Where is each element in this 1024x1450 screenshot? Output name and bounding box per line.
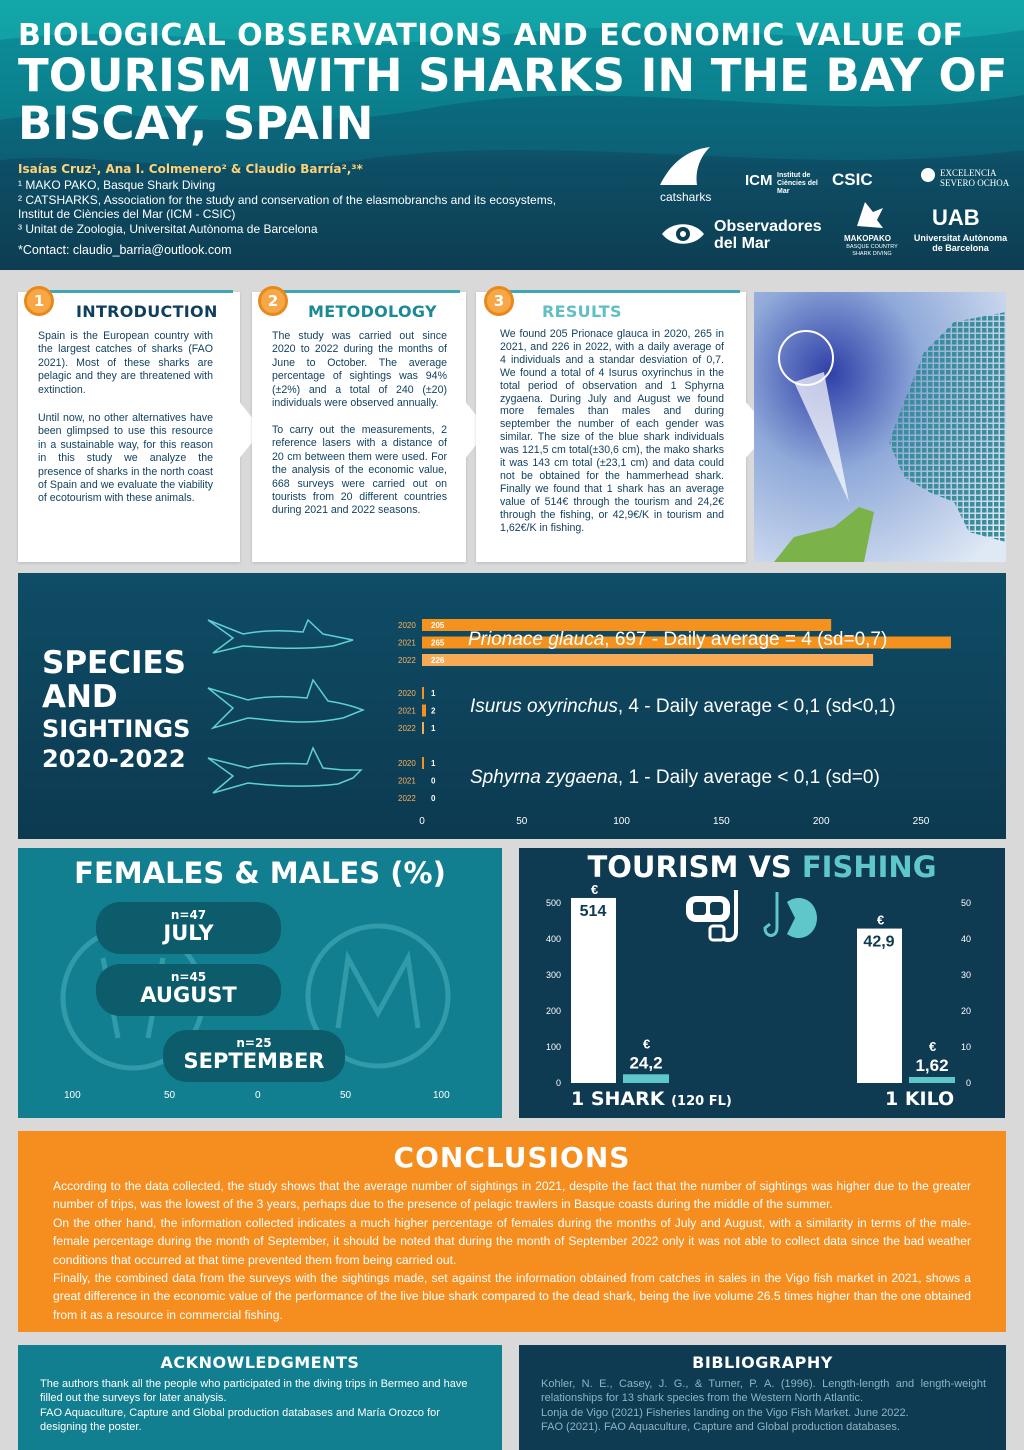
currency-label: € [591, 881, 599, 897]
female-axis-tick: 50 [164, 1090, 176, 1101]
september-pill [163, 1030, 345, 1082]
makopako-logo-text: MAKOPAKO [844, 234, 891, 243]
intro-paragraph-2: Until now, no other alternatives have been glimpsed to use this resource in a sustainable way, for this reason in this study we analyze the presence of sharks in the north coast of Spain and we evaluate the viability of ecotourism with these animals. [38, 412, 213, 505]
species-bar [422, 687, 424, 699]
ack-paragraph-1: The authors thank all the people who participated in the diving trips in Bermeo and have filled out the surveys for later analysis. [40, 1378, 468, 1405]
bib-ref-3: FAO (2021). FAO Aquaculture, Capture and Global production databases. [541, 1421, 900, 1433]
bar-value-label: 0 [431, 794, 436, 803]
makopako-shark-icon [853, 198, 887, 232]
makopako-sub: BASQUE COUNTRY SHARK DIVING [846, 244, 898, 257]
intro-paragraph-1: Spain is the European country with the largest catches of sharks (FAO 2021). Most of these sharks are pelagic and they are threatened with extinction. [38, 330, 213, 396]
year-label: 2022 [398, 794, 416, 803]
species-bar [422, 757, 424, 769]
label-isurus: Isurus oxyrinchus, 4 - Daily average < 0,1 (sd<0,1) [470, 696, 896, 717]
females-title: FEMALES & MALES (%) [74, 856, 446, 890]
fishing-value-label: 24,2 [629, 1053, 663, 1073]
year-label: 2021 [398, 706, 416, 716]
year-label: 2022 [398, 656, 416, 665]
method-number-badge: 2 [258, 286, 288, 316]
poster-header [0, 0, 1024, 270]
bar-value-label: 1 [431, 759, 436, 768]
right-axis-tick: 20 [960, 1006, 971, 1016]
tourism-bar [857, 929, 902, 1083]
tourism-value-label: 42,9 [863, 933, 895, 951]
right-axis-tick: 0 [965, 1078, 971, 1088]
icm-logo-mark: ICM [745, 172, 773, 189]
x-axis-tick: 0 [419, 816, 425, 827]
title-line-1: BIOLOGICAL OBSERVATIONS AND ECONOMIC VALUE OF [18, 18, 964, 53]
year-label: 2021 [398, 776, 416, 786]
x-axis-tick: 150 [713, 816, 730, 827]
introduction-card [18, 292, 240, 562]
bib-title: BIBLIOGRAPHY [692, 1353, 833, 1372]
year-label: 2022 [398, 724, 416, 733]
tourism-value-label: 514 [579, 902, 607, 920]
tourism-bar-chart [519, 848, 1005, 1118]
results-card [476, 292, 746, 562]
label-prionace: Prionace glauca, 697 - Daily average = 4 (sd=0,7) [468, 629, 888, 650]
bib-ref-2: Lonja de Vigo (2021) Fisheries landing on the Vigo Fish Market. June 2022. [541, 1407, 909, 1419]
bar-value-label: 226 [431, 656, 445, 665]
conclusions-title: CONCLUSIONS [393, 1141, 631, 1174]
right-axis-tick: 30 [960, 970, 971, 980]
species-heading-1: SPECIES [42, 645, 187, 681]
acknowledgments-section [18, 1345, 502, 1450]
right-axis-tick: 40 [960, 934, 971, 944]
conclusions-section [18, 1131, 1006, 1332]
left-axis-tick: 200 [545, 1006, 561, 1016]
x-axis-tick: 50 [516, 816, 528, 827]
fishing-value-label: 1,62 [915, 1056, 949, 1075]
year-label: 2020 [398, 689, 416, 698]
species-heading-2: AND [42, 679, 118, 715]
affiliation-2b: Institut de Ciències del Mar (ICM - CSIC) [18, 207, 236, 221]
year-label: 2020 [398, 621, 416, 630]
year-label: 2021 [398, 638, 416, 648]
severo-ochoa-logo: EXCELENCIA SEVERO OCHOA [940, 168, 1010, 188]
intro-number-badge: 1 [24, 286, 54, 316]
species-bar [422, 654, 873, 666]
catsharks-logo-text: catsharks [660, 190, 712, 204]
left-axis-tick: 100 [545, 1042, 561, 1052]
august-n: n=45 [170, 970, 207, 984]
method-paragraph-1: The study was carried out since 2020 to 2022 during the months of June to October. The average percentage of sightings was 94% (±2%) and a total of 240 (±20) individuals were observed annually. [272, 330, 447, 410]
july-pill [96, 902, 281, 954]
species-bar [422, 705, 426, 717]
female-axis-tick: 100 [433, 1090, 450, 1101]
bar-value-label: 2 [431, 706, 436, 716]
method-paragraph-2: To carry out the measurements, 2 reference lasers with a distance of 20 cm between them were used. For the analysis of the economic value, 668 surveys were carried out on tourists from 20 different countries during 2021 and 2022 seasons. [272, 424, 447, 517]
right-axis-tick: 50 [960, 898, 971, 908]
bar-value-label: 1 [431, 689, 436, 698]
conclusions-paragraph-2: On the other hand, the information collected indicates a much higher percentage of females during the months of July and August, with a similarity in terms of the male-female percentage during the month of September, it should be noted that during the month of September 2022 only it was not able to collect data since the bad weather conditions that occurred at that time prevented them from being carried out. [53, 1216, 971, 1267]
female-axis-tick: 0 [255, 1090, 261, 1101]
species-sightings-section [18, 573, 1006, 839]
bar-value-label: 1 [431, 724, 436, 733]
currency-label: € [929, 1039, 937, 1054]
september-n: n=25 [236, 1036, 272, 1050]
shark-label: 1 SHARK (120 FL) [571, 1088, 732, 1110]
bibliography-section [519, 1345, 1006, 1450]
left-axis-tick: 500 [545, 898, 561, 908]
females-males-section [18, 848, 502, 1118]
species-heading-4: 2020-2022 [42, 745, 186, 773]
conclusions-paragraph-1: According to the data collected, the study shows that the average number of sightings in 2021, despite the fact that the number of sightings was higher due to the greater number of trips, was the lowest of the 3 years, perhaps due to the presence of pelagic trawlers in Basque coasts during the middle of the summer. [53, 1179, 971, 1212]
bar-value-label: 0 [431, 776, 436, 786]
x-axis-tick: 250 [912, 816, 930, 827]
currency-label: € [643, 1036, 651, 1052]
catsharks-logo-icon [655, 145, 715, 190]
left-axis-tick: 400 [545, 934, 561, 944]
august-pill [96, 964, 281, 1016]
bib-ref-1: Kohler, N. E., Casey, J. G., & Turner, P. A. (1996). Length-length and length-weight relationships for 13 shark species from the Western North Atlantic. [541, 1378, 986, 1405]
tourism-vs-fishing-section [519, 848, 1005, 1118]
intro-title: INTRODUCTION [76, 302, 218, 321]
observadores-eye-icon [660, 219, 706, 249]
species-bar [422, 722, 424, 734]
conclusions-paragraph-3: Finally, the combined data from the surveys with the sightings made, set against the information obtained from catches in sales in the Vigo fish market in 2021, shows a great difference in the economic value of the performance of the live blue shark compared to the dead shark, being the live volume 26.5 times higher than the one obtained from it as a resource in commercial fishing. [53, 1271, 971, 1322]
affiliation-2: ² CATSHARKS, Association for the study and conservation of the elasmobranchs and its ecosystems, [18, 193, 557, 207]
september-label: SEPTEMBER [183, 1049, 325, 1073]
uab-logo-text: Universitat Autònoma de Barcelona [913, 233, 1008, 253]
july-label: JULY [163, 921, 214, 945]
bar-value-label: 205 [431, 621, 445, 630]
x-axis-tick: 100 [613, 816, 630, 827]
icm-logo-text: Institut de Ciències del Mar [777, 172, 818, 195]
female-axis-tick: 50 [340, 1090, 352, 1101]
kilo-label: 1 KILO [885, 1088, 955, 1110]
x-axis-tick: 200 [812, 816, 830, 827]
july-n: n=47 [170, 908, 207, 922]
bay-of-biscay-map [754, 292, 1006, 562]
results-number-badge: 3 [484, 286, 514, 316]
authors: Isaías Cruz¹, Ana I. Colmenero² & Claudio Barría²,³* [18, 162, 363, 176]
uab-logo: UAB [932, 205, 980, 230]
tourism-title: TOURISM VS FISHING [587, 850, 937, 884]
fishing-bar [623, 1074, 669, 1083]
right-axis-tick: 10 [960, 1042, 971, 1052]
affiliation-1: ¹ MAKO PAKO, Basque Shark Diving [18, 178, 216, 192]
tourism-bar [571, 898, 616, 1083]
left-axis-tick: 300 [545, 970, 561, 980]
observadores-logo-text: Observadores del Mar [714, 218, 822, 252]
methodology-card [252, 292, 466, 562]
august-label: AUGUST [140, 983, 237, 1007]
title-line-2: TOURISM WITH SHARKS IN THE BAY OF BISCAY, SPAIN [18, 49, 1008, 150]
ack-paragraph-2: FAO Aquaculture, Capture and Global production databases and María Orozco for designing the poster. [40, 1407, 440, 1434]
affiliation-3: ³ Unitat de Zoologia, Universitat Autònoma de Barcelona [18, 222, 318, 236]
year-label: 2020 [398, 759, 416, 768]
bar-value-label: 265 [431, 638, 445, 648]
results-paragraph: We found 205 Prionace glauca in 2020, 265 in 2021, and 226 in 2022, with a daily average of 4 individuals and a standar desviation of 0,7. We found a total of 4 Isurus oxyrinchus in the total period of observation and 1 Sphyrna zygaena. During July and August we found more females than males and during september the number of each gender was similar. The size of the blue shark individuals was 121,5 cm total(±30,6 cm), the mako sharks it was 143 cm total (±23,1 cm) and data could not be obtained for the hammerhead shark. Finally we found that 1 shark has an average value of 514€ through the tourism and 24,2€ through the fishing, or 42,9€/K in tourism and 1,62€/K in fishing. [500, 328, 724, 534]
severo-ochoa-icon [921, 168, 935, 182]
label-sphyrna: Sphyrna zygaena, 1 - Daily average < 0,1 (sd=0) [470, 767, 880, 788]
method-title: METODOLOGY [308, 302, 437, 321]
species-heading-3: SIGHTINGS [42, 715, 191, 743]
female-axis-tick: 100 [64, 1090, 81, 1101]
results-title: RESULTS [542, 302, 622, 321]
ack-title: ACKNOWLEDGMENTS [160, 1353, 360, 1372]
left-axis-tick: 0 [555, 1078, 561, 1088]
contact-email: *Contact: claudio_barria@outlook.com [18, 243, 232, 257]
currency-label: € [877, 912, 885, 928]
fishing-bar [909, 1077, 955, 1083]
csic-logo: CSIC [832, 170, 873, 189]
